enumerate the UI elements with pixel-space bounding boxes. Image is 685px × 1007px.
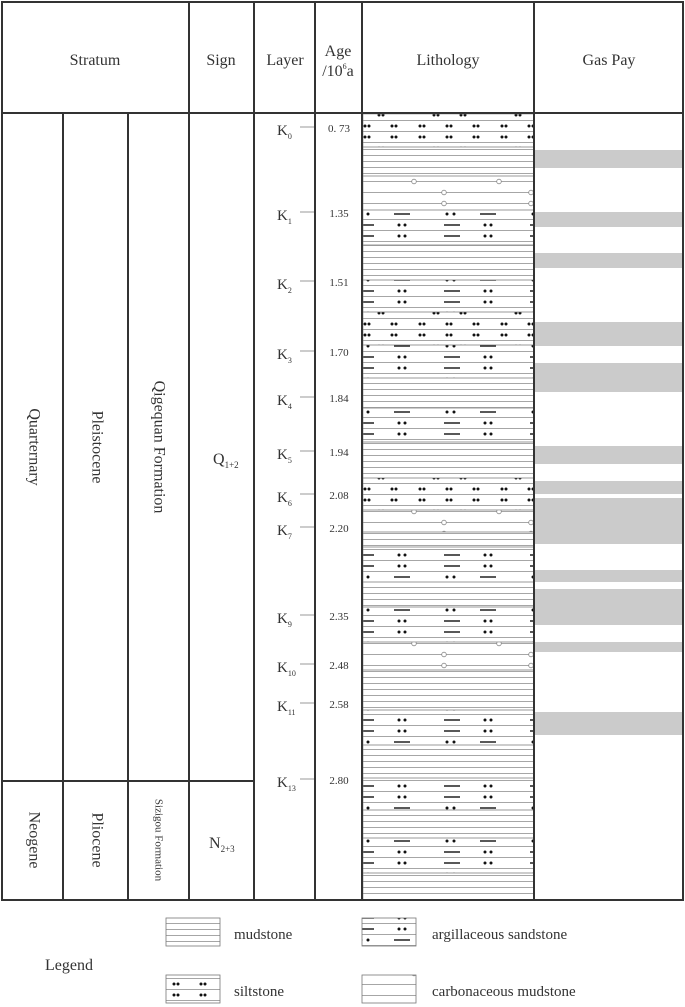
age-label: 2.48 — [329, 660, 349, 672]
age-label: 1.84 — [329, 393, 349, 405]
layer-label: $K_0$ — [277, 123, 292, 141]
header-sign: Sign — [206, 52, 236, 69]
age-label: 2.08 — [329, 490, 349, 502]
gas-pay-band — [535, 322, 683, 346]
lithology-interval-argsand — [363, 345, 534, 378]
legend-label-mudstone: mudstone — [234, 927, 293, 943]
header-layer: Layer — [266, 52, 304, 69]
lithology-interval-argsand — [363, 838, 534, 873]
lithology-interval-argsand — [363, 408, 534, 442]
lithology-interval-mudstone — [363, 245, 534, 280]
lithology-interval-carbonaceous — [363, 510, 534, 532]
legend-swatch-siltstone — [166, 975, 220, 1003]
gas-pay-column — [535, 150, 683, 735]
sign-q: $Q_{1+2}$ — [213, 451, 239, 470]
layer-label: $K_6$ — [277, 490, 292, 508]
series-pliocene: Pliocene — [88, 812, 106, 868]
system-neogene: Neogene — [25, 811, 43, 869]
lithology-interval-argsand — [363, 710, 534, 745]
layer-label: $K_2$ — [277, 277, 292, 295]
header-stratum: Stratum — [69, 52, 121, 69]
lithology-interval-argsand — [363, 280, 534, 312]
lithology-interval-argsand — [363, 210, 534, 245]
age-label: 1.94 — [329, 447, 349, 459]
header-age-unit: $/10^6a$ — [322, 62, 354, 80]
age-label: 1.51 — [329, 277, 349, 289]
lithology-interval-carbonaceous — [363, 176, 534, 210]
sign-n: $N_{2+3}$ — [209, 835, 235, 854]
age-label: 2.80 — [329, 775, 349, 787]
legend-label-argsand: argillaceous sandstone — [432, 927, 568, 943]
gas-pay-band — [535, 212, 683, 227]
gas-pay-band — [535, 589, 683, 625]
layer-label: $K_4$ — [277, 393, 292, 411]
lithology-interval-mudstone — [363, 582, 534, 607]
age-label: 2.58 — [329, 699, 349, 711]
legend-label-siltstone: siltstone — [234, 984, 285, 1000]
gas-pay-band — [535, 712, 683, 735]
legend-swatch-argsand — [362, 918, 416, 946]
age-label: 0. 73 — [328, 123, 350, 135]
legend-title: Legend — [45, 957, 93, 974]
gas-pay-band — [535, 253, 683, 268]
layer-label: $K_{13}$ — [277, 775, 296, 793]
legend-swatch-mudstone — [166, 918, 220, 946]
header-lithology: Lithology — [416, 52, 480, 69]
legend-swatch-carbonaceous — [362, 975, 416, 1003]
formation-qigequan: Qigequan Formation — [150, 380, 168, 514]
lithology-interval-mudstone — [363, 873, 534, 900]
layer-label: $K_7$ — [277, 523, 292, 541]
lithology-interval-mudstone — [363, 532, 534, 547]
gas-pay-band — [535, 150, 683, 168]
gas-pay-band — [535, 642, 683, 652]
age-label: 1.70 — [329, 347, 349, 359]
lithology-interval-siltstone — [363, 478, 534, 510]
gas-pay-band — [535, 446, 683, 464]
lithology-interval-argsand — [363, 607, 534, 642]
lithology-interval-mudstone — [363, 670, 534, 710]
gas-pay-band — [535, 498, 683, 544]
series-pleistocene: Pleistocene — [88, 410, 106, 484]
lithology-interval-argsand — [363, 778, 534, 810]
gas-pay-band — [535, 570, 683, 582]
gas-pay-band — [535, 481, 683, 494]
lithology-interval-carbonaceous — [363, 642, 534, 670]
lithology-interval-mudstone — [363, 147, 534, 176]
layer-label: $K_{10}$ — [277, 660, 296, 678]
age-label: 2.20 — [329, 523, 349, 535]
layer-markers — [277, 123, 351, 793]
layer-label: $K_3$ — [277, 347, 292, 365]
lithology-interval-mudstone — [363, 442, 534, 478]
layer-label: $K_{11}$ — [277, 699, 296, 717]
legend-label-carbonaceous: carbonaceous mudstone — [432, 984, 576, 1000]
layer-label: $K_9$ — [277, 611, 292, 629]
lithology-interval-mudstone — [363, 378, 534, 408]
layer-label: $K_1$ — [277, 208, 292, 226]
lithology-interval-siltstone — [363, 312, 534, 345]
lithology-interval-mudstone — [363, 810, 534, 838]
header-gas-pay: Gas Pay — [582, 52, 636, 69]
system-quarternary: Quarternary — [25, 408, 43, 486]
gas-pay-band — [535, 363, 683, 392]
age-label: 1.35 — [329, 208, 349, 220]
lithology-interval-mudstone — [363, 745, 534, 778]
lithology-column — [363, 114, 534, 900]
header-age: Age — [324, 43, 352, 60]
layer-label: $K_5$ — [277, 447, 292, 465]
age-label: 2.35 — [329, 611, 349, 623]
legend — [166, 918, 576, 1003]
lithology-interval-argsand — [363, 547, 534, 582]
lithology-interval-siltstone — [363, 114, 534, 147]
formation-sizigou: Sizigou Formation — [152, 798, 165, 882]
